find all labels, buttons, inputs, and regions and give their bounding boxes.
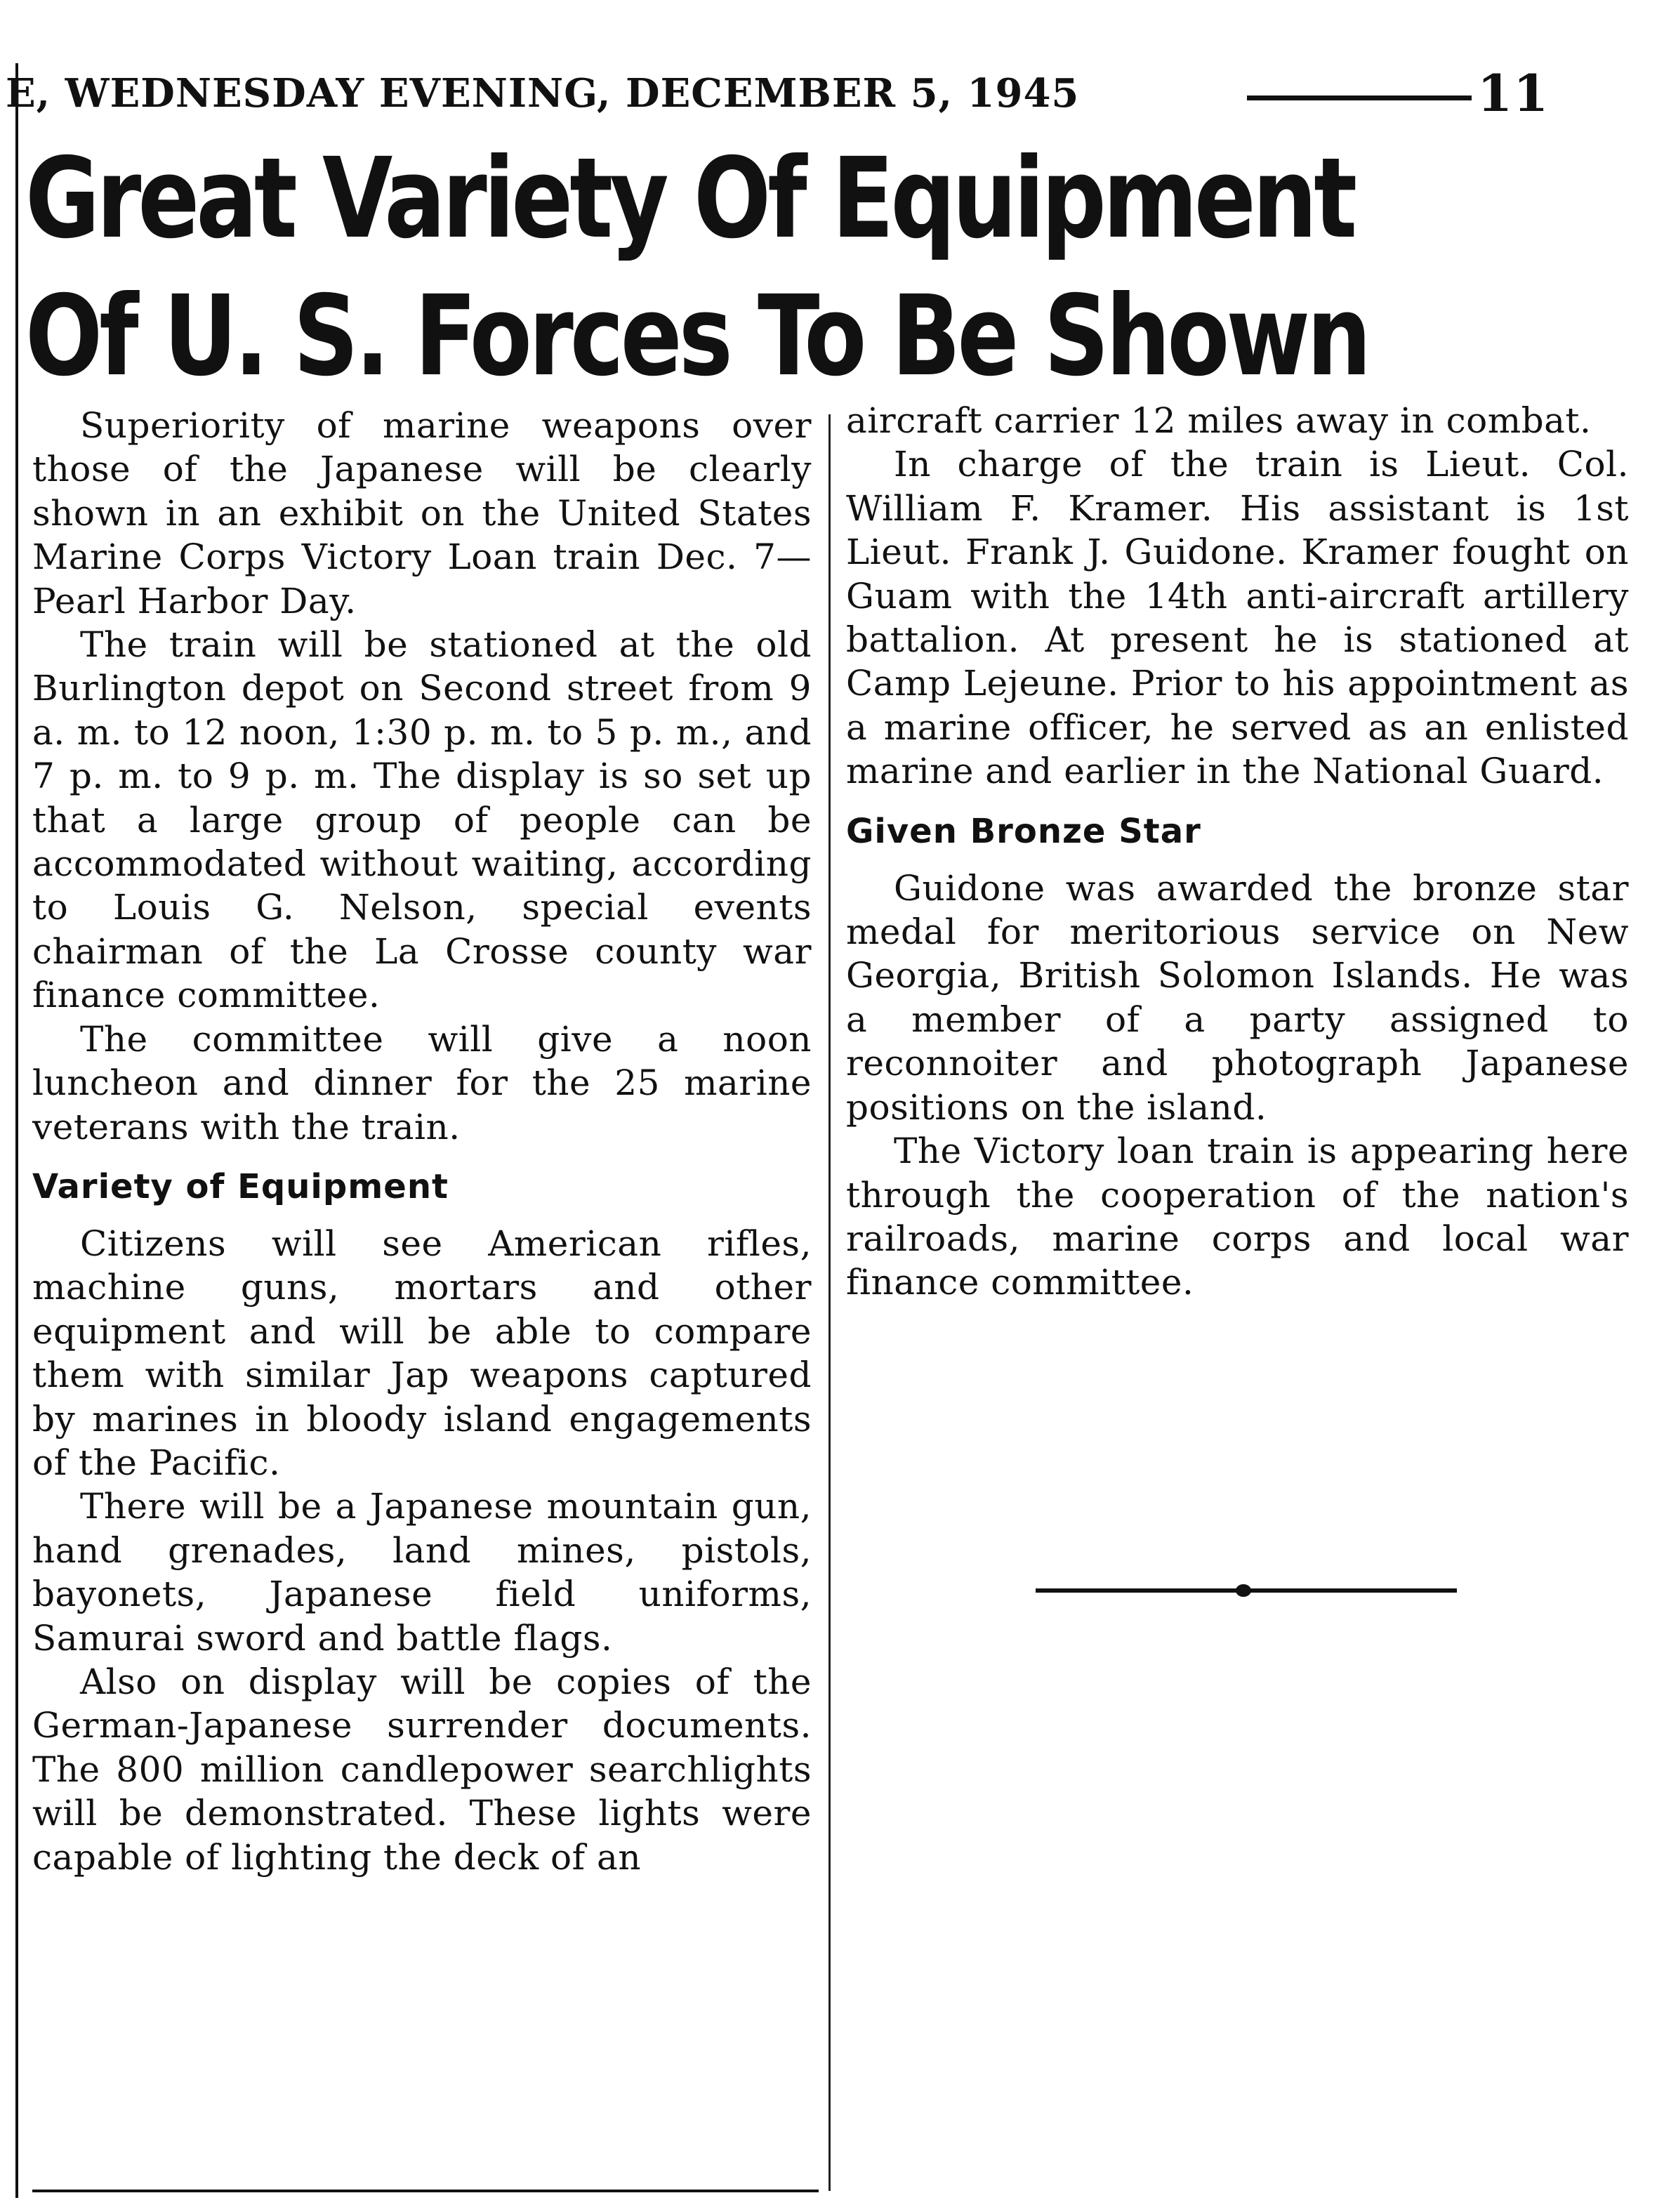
paragraph-cooperation: The Victory loan train is appearing here through the cooperation of the nation's railroads, marine corps and local war finance committee. [846, 1131, 1629, 1303]
paragraph-luncheon: The committee will give a noon luncheon and dinner for the 25 marine veterans with the train. [32, 1018, 812, 1147]
article-column-left [32, 404, 812, 1879]
paragraph-train-schedule: The train will be stationed at the old Burlington depot on Second street from 9 a. m. to 12 noon, 1:30 p. m. to 5 p. m., and 7 p. m. to 9 p. m. The display is so set up that a large group of people can be accommodated without waiting, according to Louis G. Nelson, special events chairman of the La Crosse county war finance committee. [32, 624, 812, 1016]
paragraph-continuation: aircraft carrier 12 miles away in combat. [846, 400, 1592, 441]
paragraph-train-officers: In charge of the train is Lieut. Col. William F. Kramer. His assistant is 1st Lieut. Frank J. Guidone. Kramer fought on Guam with the 14th anti-aircraft artillery battalion. At present he is stationed at Camp Lejeune. Prior to his appointment as a marine officer, he served as an enlisted marine and earlier in the National Guard. [846, 444, 1629, 792]
paragraph-intro: Superiority of marine weapons over those of the Japanese will be clearly shown in an exhibit on the United States Marine Corps Victory Loan train Dec. 7—Pearl Harbor Day. [32, 405, 812, 621]
headline [25, 130, 1368, 405]
left-border-rule [15, 63, 18, 2198]
subhead-given-bronze-star: Given Bronze Star [846, 811, 1201, 851]
paragraph-weapons: Citizens will see American rifles, machine guns, mortars and other equipment and will be able to compare them with similar Jap weapons captured by marines in bloody island engagements of the Pacific. [32, 1223, 812, 1483]
article-end-rule [1036, 1588, 1457, 1593]
subhead-variety-of-equipment: Variety of Equipment [32, 1166, 449, 1206]
page-number: 11 [1477, 63, 1550, 123]
paragraph-surrender-documents: Also on display will be copies of the German-Japanese surrender documents. The 800 million candlepower searchlights will be demonstrated. These lights were capable of lighting the deck of an [32, 1661, 812, 1878]
end-rule-dot [1236, 1584, 1251, 1597]
paragraph-japanese-items: There will be a Japanese mountain gun, hand grenades, land mines, pistols, bayonets, Japanese field uniforms, Samurai sword and battle flags. [32, 1486, 812, 1659]
headline-line-1: Great Variety Of Equipment [25, 134, 1354, 263]
article-column-right [846, 399, 1629, 1305]
paragraph-bronze-star: Guidone was awarded the bronze star medal for meritorious service on New Georgia, British Solomon Islands. He was a member of a party assigned to reconnoiter and photograph Japanese positions on the island. [846, 867, 1629, 1128]
headline-line-2: Of U. S. Forces To Be Shown [25, 272, 1368, 401]
dateline-text: E, WEDNESDAY EVENING, DECEMBER 5, 1945 [6, 70, 1080, 117]
bottom-border-rule [32, 2190, 819, 2192]
dateline-rule [1247, 96, 1472, 100]
dateline [6, 63, 1550, 126]
column-divider [828, 414, 831, 2191]
